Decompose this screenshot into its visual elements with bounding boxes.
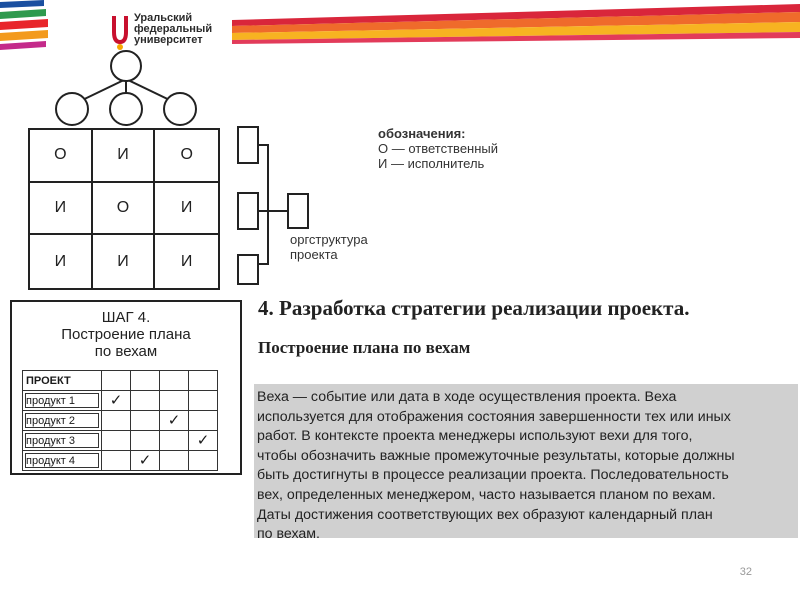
matrix-cell: О — [30, 130, 93, 183]
tree-node-root — [111, 51, 141, 81]
text-line: по вехам. — [257, 526, 320, 543]
page-title: 4. Разработка стратегии реализации проекта. — [258, 296, 690, 320]
matrix-cell: О — [155, 130, 218, 183]
table-cell — [189, 391, 218, 411]
check-mark-icon: ✓ — [131, 451, 160, 471]
tree-node-child — [164, 93, 196, 125]
matrix-cell: И — [30, 183, 93, 236]
logo-line: Уральский — [134, 12, 193, 24]
page-number: 32 — [739, 566, 752, 578]
tree-node-child — [56, 93, 88, 125]
matrix-cell: И — [155, 183, 218, 236]
table-cell — [102, 371, 131, 391]
product-label: продукт 1 — [23, 391, 102, 411]
legend-item: И — исполнитель — [378, 156, 485, 171]
left-stripes — [0, 0, 48, 50]
matrix-cell: И — [180, 252, 193, 270]
product-label: продукт 4 — [23, 451, 102, 471]
table-header-cell: ПРОЕКТ — [23, 371, 102, 391]
table-row — [23, 411, 218, 431]
matrix-cell: И — [93, 130, 156, 183]
text-line: Даты достижения соответствующих вех образуют календарный план — [257, 506, 713, 523]
table-cell — [160, 431, 189, 451]
table-row — [23, 391, 218, 411]
check-mark-icon: ✓ — [102, 391, 131, 411]
org-structure-label — [290, 232, 368, 262]
logo-line: федеральный — [134, 23, 213, 35]
step-4-box — [10, 300, 242, 475]
table-cell — [131, 371, 160, 391]
check-mark-icon: ✓ — [189, 431, 218, 451]
table-cell — [131, 411, 160, 431]
table-cell — [102, 411, 131, 431]
table-cell — [131, 391, 160, 411]
legend-title: обозначения: — [378, 126, 466, 141]
table-cell — [102, 431, 131, 451]
logo-line: университет — [134, 34, 203, 46]
table-cell — [160, 371, 189, 391]
table-cell — [131, 431, 160, 451]
legend — [378, 126, 498, 171]
matrix-cell: И — [93, 235, 156, 288]
step-title-line: ШАГ 4. — [101, 309, 151, 326]
text-line: быть достигнуты в процессе реализации проекта. Последовательность — [257, 467, 729, 484]
check-mark-icon: ✓ — [160, 411, 189, 431]
table-header-row — [23, 371, 218, 391]
legend-item: О — ответственный — [378, 141, 499, 156]
milestone-table — [22, 370, 218, 471]
text-line: используется для отображения состояния завершенности тех или иных — [257, 408, 731, 425]
table-cell — [102, 451, 131, 471]
product-label: продукт 3 — [23, 431, 102, 451]
hierarchy-tree — [40, 45, 220, 130]
responsibility-matrix — [28, 128, 220, 290]
text-line: Веха — событие или дата в ходе осуществления проекта. Веха — [257, 389, 677, 405]
definition-textbox — [254, 384, 798, 543]
table-row — [23, 431, 218, 451]
step-title-line: по вехам — [94, 343, 158, 360]
org-label-line: оргструктура — [290, 232, 368, 247]
table-cell — [189, 411, 218, 431]
text-line: работ. В контексте проекта менеджеры используют вехи для того, — [257, 428, 693, 445]
text-line: вех, определенных менеджером, часто называется планом по вехам. — [257, 486, 716, 503]
definition-text — [254, 384, 798, 545]
page-subtitle: Построение плана по вехам — [258, 338, 471, 357]
matrix-cell: О — [93, 183, 156, 236]
logo-text — [134, 13, 212, 46]
product-label: продукт 2 — [23, 411, 102, 431]
table-cell — [189, 451, 218, 471]
tree-node-child — [110, 93, 142, 125]
right-stripes — [232, 4, 800, 44]
text-line: чтобы обозначить важные промежуточные результаты, которые должны — [257, 447, 735, 464]
org-label-line: проекта — [290, 247, 338, 262]
table-row — [23, 451, 218, 471]
table-cell — [160, 451, 189, 471]
step-title-line: Построение плана — [61, 326, 191, 343]
table-cell — [189, 371, 218, 391]
table-cell — [160, 391, 189, 411]
matrix-cell: И — [30, 235, 93, 288]
